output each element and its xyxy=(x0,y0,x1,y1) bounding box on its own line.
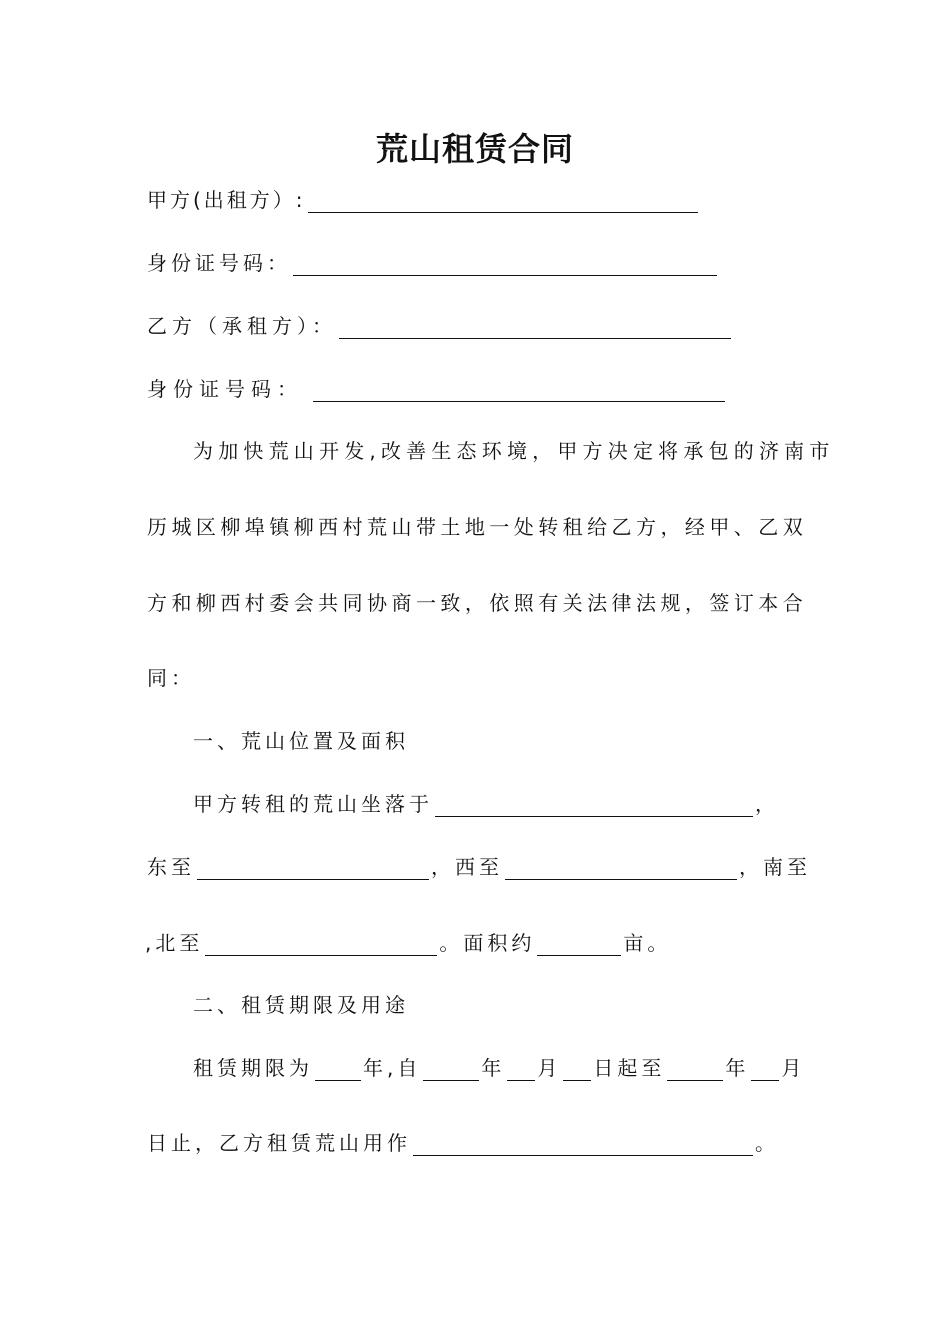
location-prefix: 甲方转租的荒山坐落于 xyxy=(193,792,433,816)
west-label: ，西至 xyxy=(431,855,503,879)
usage-suffix: 。 xyxy=(755,1131,779,1155)
party-b-id-blank[interactable] xyxy=(313,381,725,402)
intro-line-3: 方和柳西村委会共同协商一致，依照有关法律法规，签订本合 xyxy=(147,591,808,615)
east-label: 东至 xyxy=(147,855,195,879)
end-month-blank[interactable] xyxy=(751,1060,779,1081)
start-month-label: 月 xyxy=(537,1056,562,1080)
end-year-label: 年 xyxy=(725,1056,750,1080)
north-label: ,北至 xyxy=(145,931,204,955)
party-b-id-row xyxy=(147,375,727,403)
intro-line-4: 同： xyxy=(147,666,195,690)
north-area-row xyxy=(145,929,671,957)
area-blank[interactable] xyxy=(537,935,621,956)
usage-prefix: 日止，乙方租赁荒山用作 xyxy=(147,1131,411,1155)
party-b-row xyxy=(147,312,733,340)
term-year-label: 年,自 xyxy=(363,1056,422,1080)
end-year-blank[interactable] xyxy=(667,1060,723,1081)
document-title: 荒山租赁合同 xyxy=(375,130,574,168)
term-row xyxy=(193,1054,805,1082)
party-b-blank[interactable] xyxy=(339,318,731,339)
party-a-id-row xyxy=(147,249,719,277)
location-row xyxy=(193,790,779,818)
term-prefix: 租赁期限为 xyxy=(193,1056,313,1080)
start-month-blank[interactable] xyxy=(507,1060,535,1081)
area-unit: 亩。 xyxy=(623,931,672,955)
location-blank[interactable] xyxy=(435,796,753,817)
section-2-heading: 二、租赁期限及用途 xyxy=(193,993,409,1017)
usage-row xyxy=(147,1129,779,1157)
east-blank[interactable] xyxy=(197,859,429,880)
party-a-blank[interactable] xyxy=(308,192,698,213)
usage-blank[interactable] xyxy=(413,1135,753,1156)
start-year-blank[interactable] xyxy=(423,1060,479,1081)
party-a-id-label: 身份证号码： xyxy=(147,251,291,275)
start-year-label: 年 xyxy=(481,1056,506,1080)
party-a-row xyxy=(147,186,700,214)
start-day-blank[interactable] xyxy=(563,1060,591,1081)
section-1-heading: 一、荒山位置及面积 xyxy=(193,729,409,753)
boundary-row xyxy=(147,853,811,881)
start-day-label: 日起至 xyxy=(593,1056,666,1080)
area-label: 。面积约 xyxy=(439,931,536,955)
intro-line-2: 历城区柳埠镇柳西村荒山带土地一处转租给乙方，经甲、乙双 xyxy=(147,515,808,539)
intro-line-1: 为加快荒山开发,改善生态环境，甲方决定将承包的济南市 xyxy=(193,439,835,463)
west-blank[interactable] xyxy=(505,859,737,880)
south-label: ，南至 xyxy=(739,855,811,879)
party-a-label: 甲方(出租方）: xyxy=(147,188,306,212)
party-a-id-blank[interactable] xyxy=(293,255,717,276)
party-b-id-label: 身份证号码： xyxy=(147,377,303,401)
location-suffix: ， xyxy=(755,792,779,816)
term-years-blank[interactable] xyxy=(315,1060,361,1081)
party-b-label: 乙方（承租方）： xyxy=(147,314,337,338)
end-month-label: 月 xyxy=(781,1056,806,1080)
north-blank[interactable] xyxy=(205,935,437,956)
